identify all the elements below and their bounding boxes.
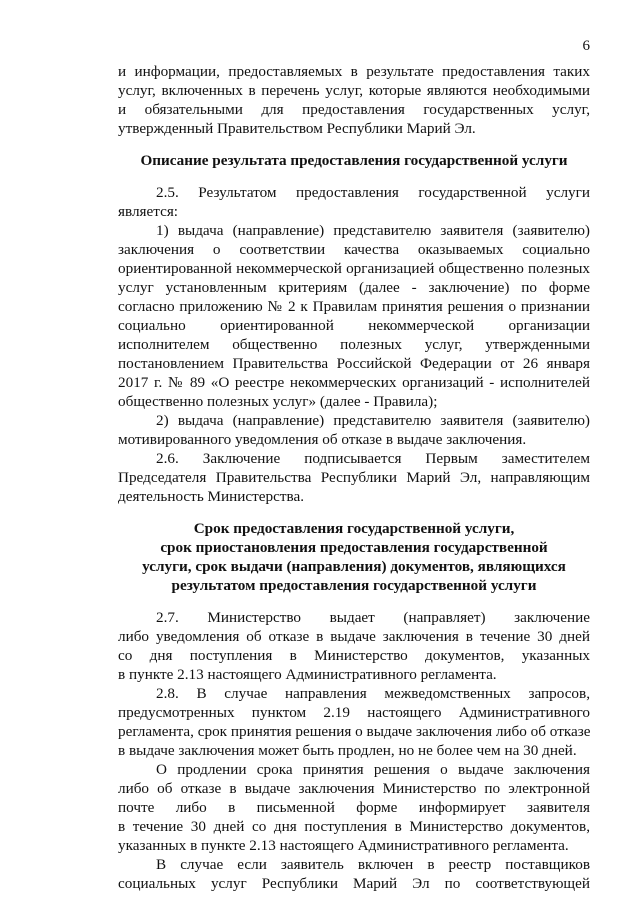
text-line: предусмотренных пунктом 2.19 настоящего Административного (118, 704, 590, 721)
section-heading: срок приостановления предоставления государственной (160, 539, 548, 556)
text-line: и информации, предоставляемых в результате предоставления таких (118, 63, 590, 80)
text-line: указанных в пункте 2.13 настоящего Административного регламента. (118, 837, 569, 854)
text-line: О продлении срока принятия решения о выдаче заключения (156, 761, 590, 778)
section-heading: Описание результата предоставления государственной услуги (140, 152, 568, 169)
text-line: 2017 г. № 89 «О реестре некоммерческих организаций - исполнителей (118, 374, 590, 391)
text-line: утвержденный Правительством Республики Марий Эл. (118, 120, 476, 137)
text-line: почте либо в письменной форме информирует заявителя (118, 799, 590, 816)
text-line: 1) выдача (направление) представителю заявителя (заявителю) (156, 222, 590, 239)
text-line: социально ориентированной некоммерческой организации (118, 317, 590, 334)
text-line: общественно полезных услуг» (далее - Правила); (118, 393, 438, 410)
section-heading: Срок предоставления государственной услуги, (193, 520, 515, 537)
text-line: 2.6. Заключение подписывается Первым заместителем (156, 450, 590, 467)
text-line: либо уведомления об отказе в выдаче заключения в течение 30 дней (118, 628, 590, 645)
text-line: является: (118, 203, 179, 220)
text-line: Председателя Правительства Республики Марий Эл, направляющим (118, 469, 590, 486)
text-line: заключения о соответствии качества оказываемых социально (118, 241, 590, 258)
text-line: регламента, срок принятия решения о выдаче заключения либо об отказе (118, 723, 591, 740)
text-line: ориентированной некоммерческой организацией общественно полезных (118, 260, 590, 277)
text-line: социальных услуг Республики Марий Эл по соответствующей (118, 875, 590, 892)
text-line: мотивированного уведомления об отказе в выдаче заключения. (118, 431, 527, 448)
text-line: исполнителем общественно полезных услуг, утвержденными (118, 336, 590, 353)
text-line: 2) выдача (направление) представителю заявителя (заявителю) (156, 412, 590, 429)
text-line: деятельность Министерства. (118, 488, 305, 505)
text-line: постановлением Правительства Российской Федерации от 26 января (118, 355, 590, 372)
text-line: услуг установленным критериям (далее - заключение) по форме (118, 279, 590, 296)
text-line: со дня поступления в Министерство документов, указанных (118, 647, 590, 664)
text-line: В случае если заявитель включен в реестр поставщиков (156, 856, 590, 873)
text-line: либо об отказе в выдаче заключения Министерство по электронной (118, 780, 590, 797)
text-line: 2.7. Министерство выдает (направляет) заключение (156, 609, 590, 626)
text-line: согласно приложению № 2 к Правилам принятия решения о признании (118, 298, 590, 315)
text-line: и обязательными для предоставления государственных услуг, (118, 101, 590, 118)
text-line: в пункте 2.13 настоящего Административного регламента. (118, 666, 497, 683)
text-line: 2.5. Результатом предоставления государственной услуги (156, 184, 590, 201)
text-line: услуг, включенных в перечень услуг, которые являются необходимыми (118, 82, 590, 99)
section-heading: услуги, срок выдачи (направления) документов, являющихся (142, 558, 566, 575)
text-line: 2.8. В случае направления межведомственных запросов, (156, 685, 590, 702)
text-line: в течение 30 дней со дня поступления в Министерство документов, (118, 818, 590, 835)
text-line: в выдаче заключения может быть продлен, но не более чем на 30 дней. (118, 742, 577, 759)
page-number: 6 (582, 38, 590, 54)
section-heading: результатом предоставления государственной услуги (171, 577, 537, 594)
